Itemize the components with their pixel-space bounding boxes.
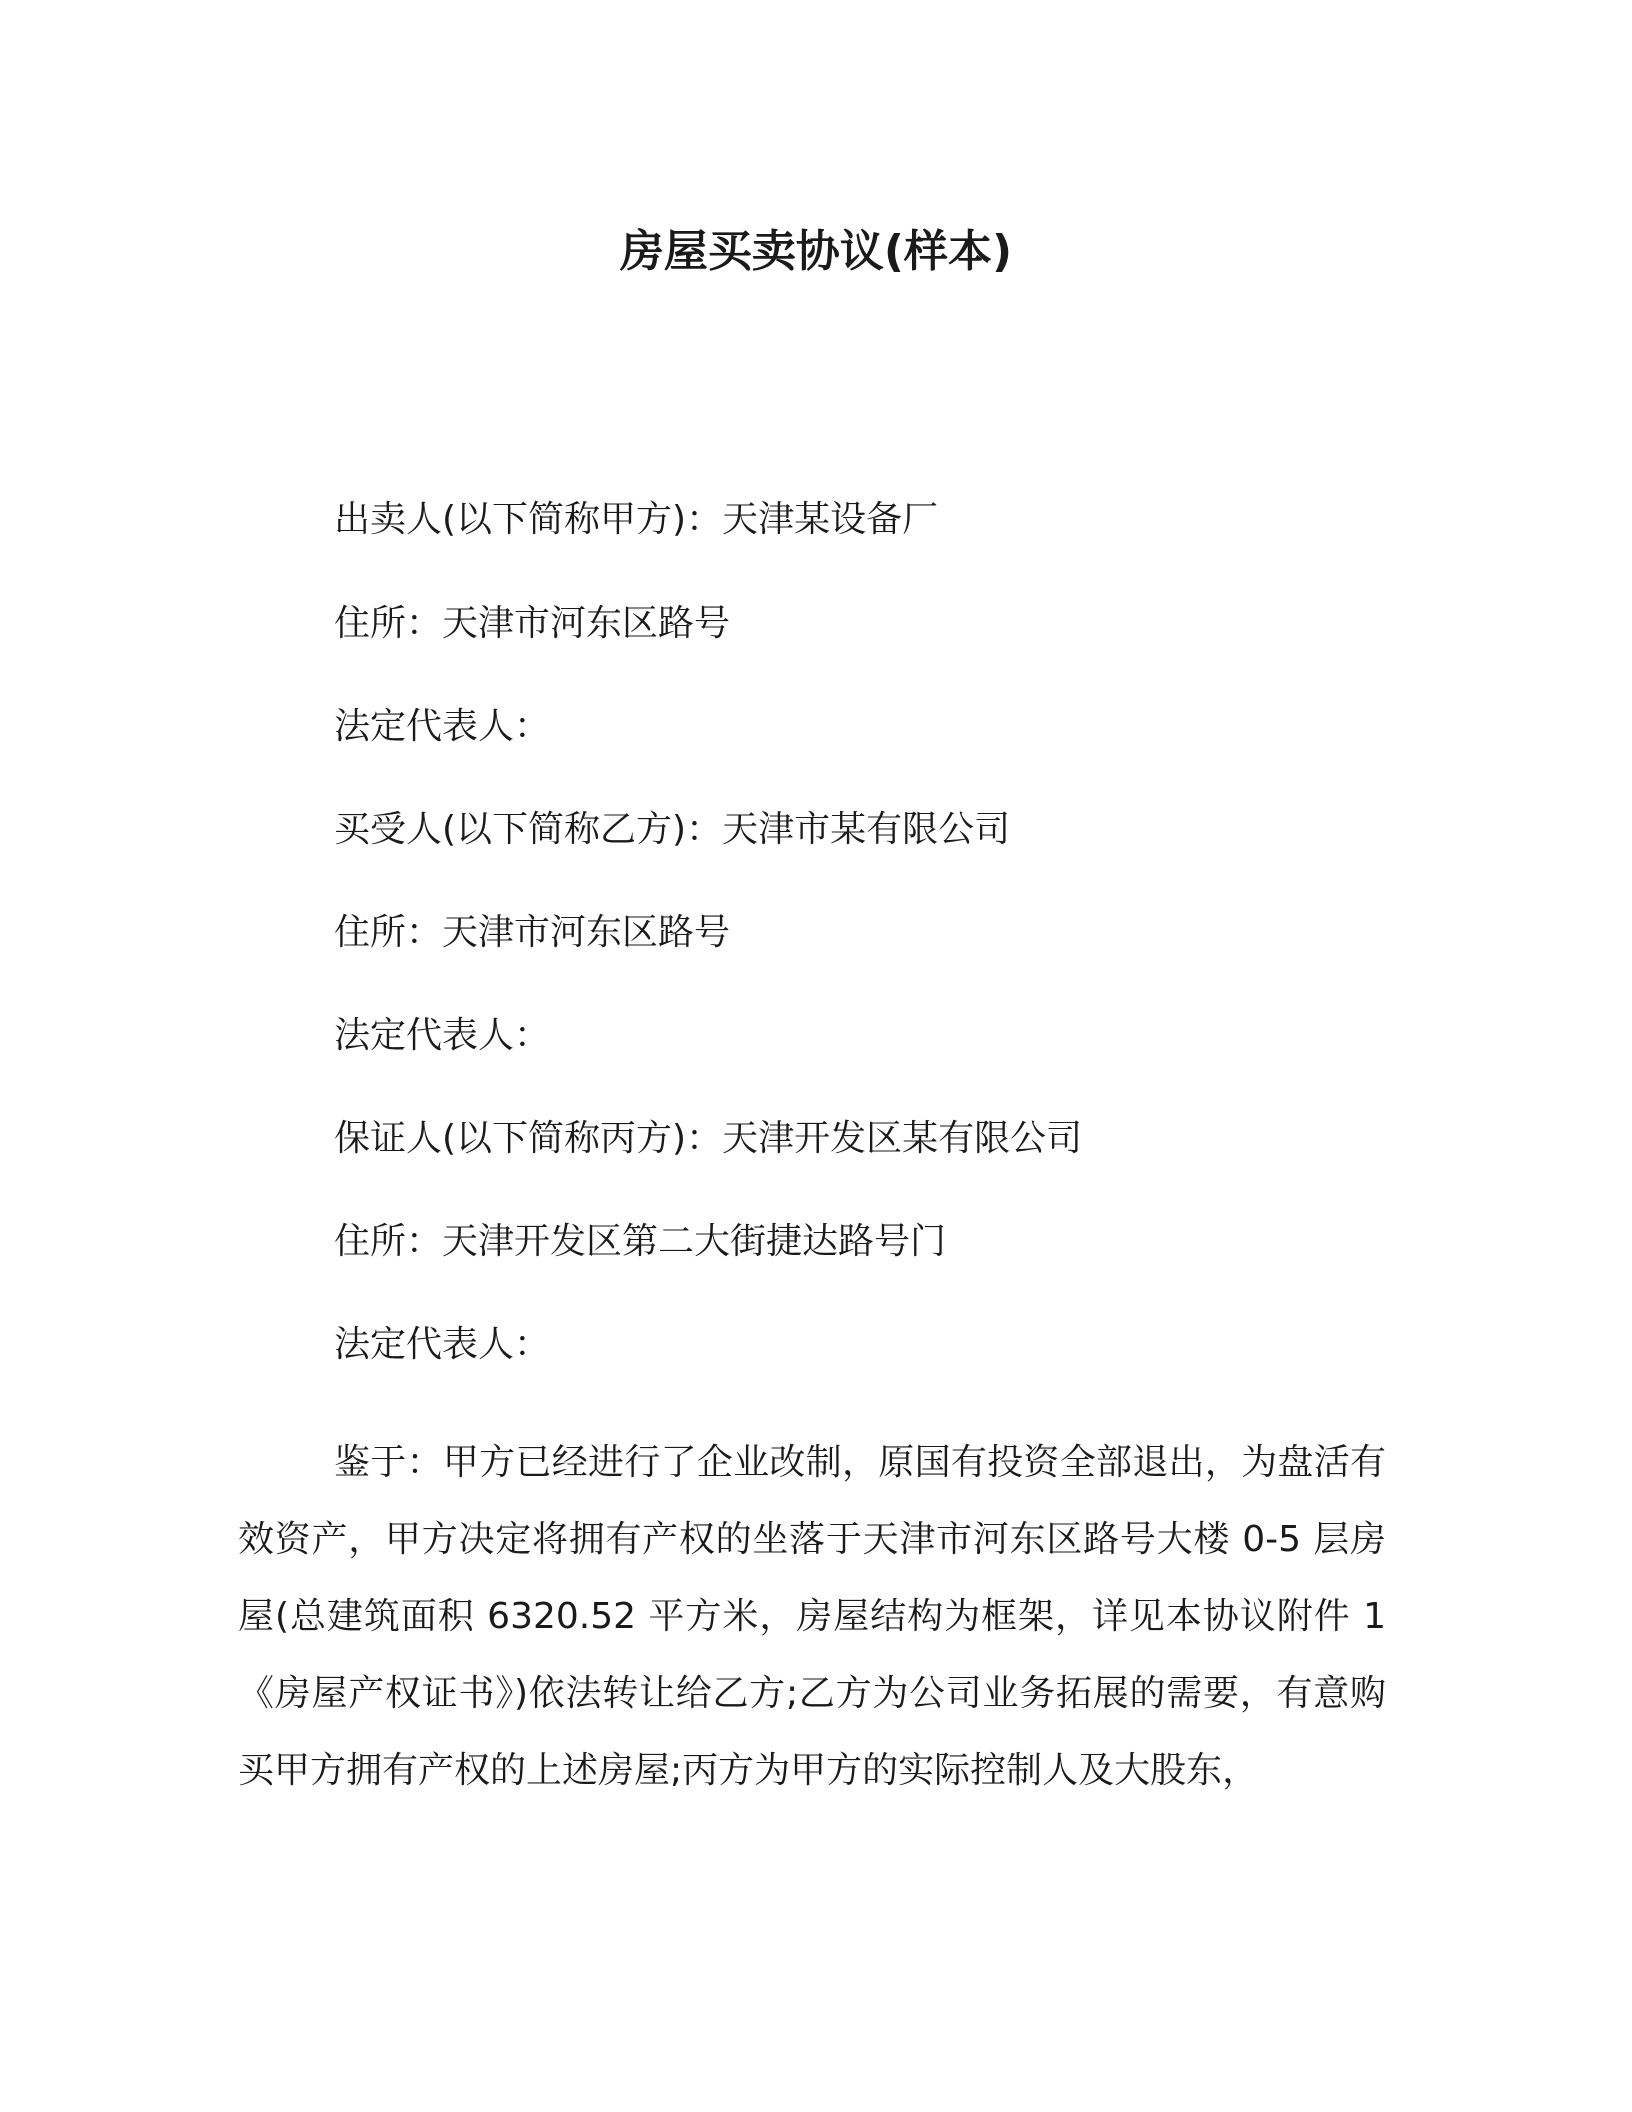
- buyer-address-line: 住所：天津市河东区路号: [334, 912, 731, 953]
- recital-paragraph: 鉴于：甲方已经进行了企业改制，原国有投资全部退出，为盘活有效资产，甲方决定将拥有产权的坐落于天津市河东区路号大楼 0-5 层房屋(总建筑面积 6320.52 平方米，房屋结构为框架，详见本协议附件 1《房屋产权证书》)依法转让给乙方;乙方为公司业务拓展的需要，有意购买甲方拥有产权的上述房屋;丙方为甲方的实际控制人及大股东，: [238, 1442, 1386, 1791]
- seller-address-line: 住所：天津市河东区路号: [334, 603, 731, 644]
- seller-line: 出卖人(以下简称甲方)：天津某设备厂: [334, 499, 939, 540]
- seller-legal-rep-line: 法定代表人：: [334, 706, 551, 747]
- guarantor-address-line: 住所：天津开发区第二大街捷达路号门: [334, 1221, 947, 1262]
- buyer-legal-rep-line: 法定代表人：: [334, 1015, 551, 1056]
- guarantor-line: 保证人(以下简称丙方)：天津开发区某有限公司: [334, 1118, 1083, 1159]
- guarantor-legal-rep-line: 法定代表人：: [334, 1324, 551, 1365]
- buyer-line: 买受人(以下简称乙方)：天津市某有限公司: [334, 809, 1011, 850]
- document-title: 房屋买卖协议(样本): [619, 226, 1013, 277]
